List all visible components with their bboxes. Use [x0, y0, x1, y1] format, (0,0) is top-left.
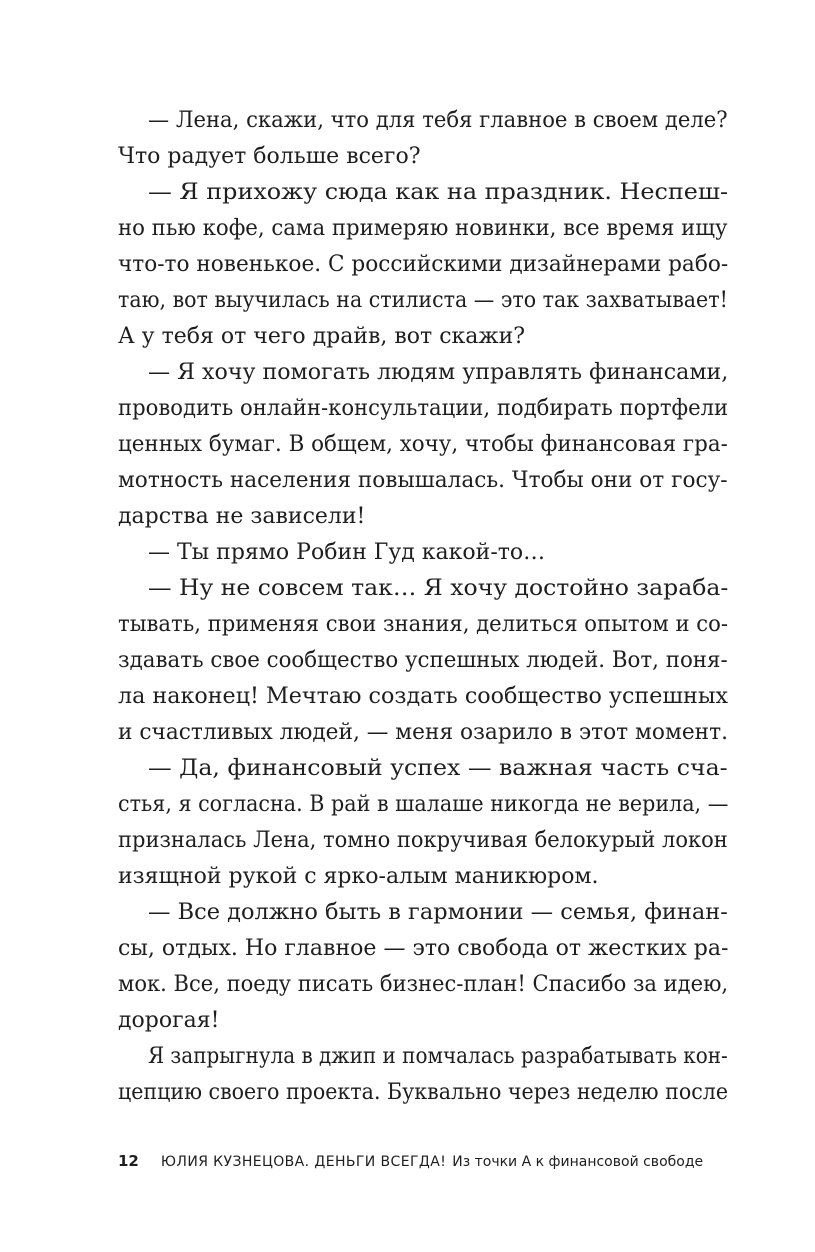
text-line: и счастливых людей, — меня озарило в этот момент. [118, 720, 728, 745]
text-line: стья, я согласна. В рай в шалаше никогда не верила, — [118, 792, 729, 817]
text-line: что-то новенькое. С российскими дизайнерами рабо- [118, 252, 729, 277]
text-line: — Лена, скажи, что для тебя главное в своем деле? [147, 108, 728, 133]
text-line: А у тебя от чего драйв, вот скажи? [118, 324, 526, 349]
text-line: тывать, применяя свои знания, делиться опытом и со- [118, 612, 728, 637]
text-line: — Ну не совсем так… Я хочу достойно зараба- [147, 576, 729, 601]
text-line: — Я хочу помогать людям управлять финансами, [147, 360, 729, 385]
text-line: проводить онлайн-консультации, подбирать портфели [118, 396, 729, 421]
text-line: мотность населения повышалась. Чтобы они от госу- [118, 468, 728, 493]
text-line: изящной рукой с ярко-алым маникюром. [118, 864, 599, 889]
page-number: 12 [118, 1152, 139, 1170]
text-line: мок. Все, поеду писать бизнес-план! Спасибо за идею, [118, 972, 729, 997]
text-line: здавать свое сообщество успешных людей. Вот, поня- [118, 648, 728, 673]
text-line: Что радует больше всего? [118, 144, 421, 169]
text-line: — Я прихожу сюда как на праздник. Неспеш- [147, 180, 729, 205]
text-line: но пью кофе, сама примеряю новинки, все время ищу [118, 216, 728, 241]
text-line: ла наконец! Мечтаю создать сообщество успешных [118, 684, 729, 709]
text-line: дорогая! [118, 1008, 220, 1033]
text-line: призналась Лена, томно покручивая белокурый локон [118, 828, 728, 853]
text-line: дарства не зависели! [118, 504, 366, 529]
text-line: таю, вот выучилась на стилиста — это так захватывает! [118, 288, 728, 313]
running-subtitle: Из точки А к финансовой свободе [452, 1154, 704, 1170]
page-body-text [118, 103, 728, 1111]
text-line: — Ты прямо Робин Гуд какой-то… [148, 540, 546, 565]
running-title: ЮЛИЯ КУЗНЕЦОВА. ДЕНЬГИ ВСЕГДА! [160, 1154, 447, 1170]
text-line: — Да, финансовый успех — важная часть сча- [147, 756, 728, 781]
page-footer [118, 1150, 728, 1172]
text-line: Я запрыгнула в джип и помчалась разрабатывать кон- [147, 1044, 728, 1069]
text-line: сы, отдых. Но главное — это свобода от жестких ра- [118, 936, 729, 961]
text-line: цепцию своего проекта. Буквально через неделю после [118, 1080, 729, 1105]
text-line: — Все должно быть в гармонии — семья, финан- [147, 900, 728, 925]
text-line: ценных бумаг. В общем, хочу, чтобы финансовая гра- [118, 432, 728, 457]
